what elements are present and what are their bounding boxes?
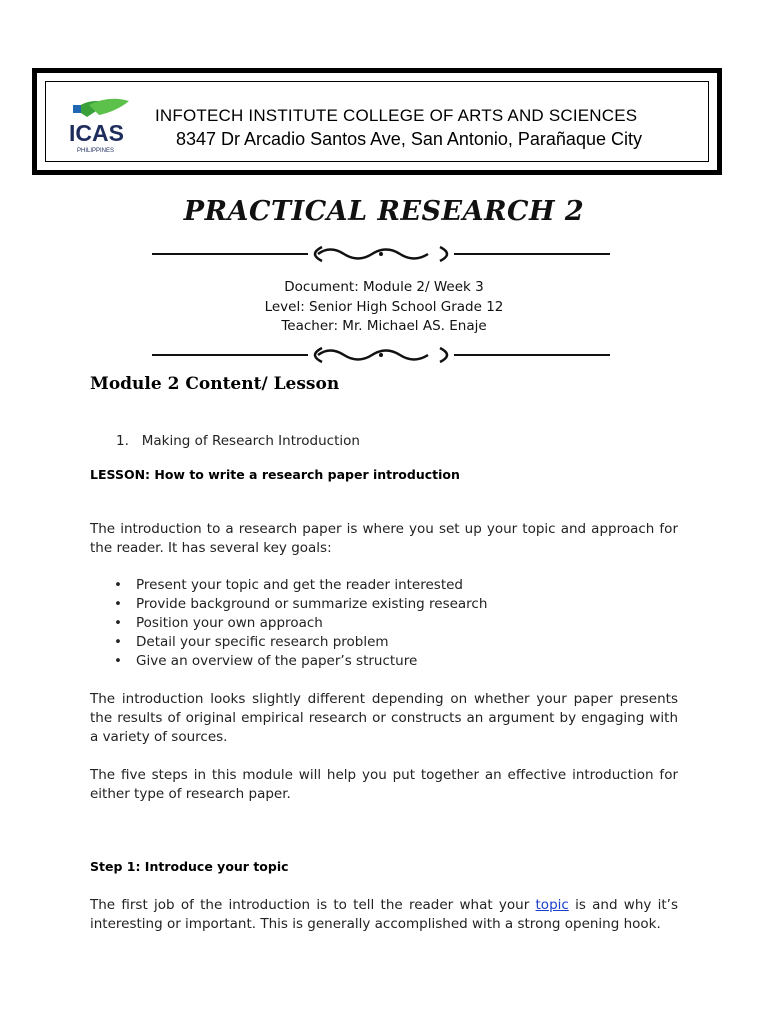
- step-1-text-after: is and why it’s interesting or important. This is generally accomplished with a strong opening hook.: [90, 897, 678, 932]
- step-1-text-before: The first job of the introduction is to tell the reader what your: [90, 897, 536, 913]
- document-info: [0, 278, 768, 337]
- school-name: INFOTECH INSTITUTE COLLEGE OF ARTS AND SCIENCES: [155, 106, 638, 125]
- list-item: • Position your own approach: [114, 614, 487, 633]
- page-title: PRACTICAL RESEARCH 2: [183, 196, 585, 227]
- document-line: Document: Module 2/ Week 3: [284, 279, 484, 295]
- list-item: • Provide background or summarize existing research: [114, 595, 487, 614]
- icas-logo: [69, 95, 133, 155]
- list-item: • Detail your specific research problem: [114, 633, 487, 652]
- teacher-line: Teacher: Mr. Michael AS. Enaje: [281, 318, 487, 334]
- outline-item: 1. Making of Research Introduction: [116, 433, 360, 449]
- goals-list: [114, 576, 487, 671]
- module-heading: Module 2 Content/ Lesson: [90, 374, 340, 394]
- intro-paragraph: The introduction to a research paper is where you set up your topic and approach for the reader. It has several key goals:: [90, 521, 678, 556]
- lesson-title: LESSON: How to write a research paper introduction: [90, 467, 460, 482]
- paragraph-two: The introduction looks slightly different depending on whether your paper presents the results of original empirical research or constructs an argument by engaging with a variety of sources.: [90, 691, 678, 745]
- list-item: • Give an overview of the paper’s structure: [114, 652, 487, 671]
- list-item: • Present your topic and get the reader interested: [114, 576, 487, 595]
- ornamental-divider-icon: [152, 243, 610, 265]
- school-address: 8347 Dr Arcadio Santos Ave, San Antonio, Parañaque City: [176, 129, 642, 149]
- step-1-heading: Step 1: Introduce your topic: [90, 859, 289, 874]
- step-1-paragraph: [90, 896, 678, 934]
- ornamental-divider-icon: [152, 344, 610, 366]
- level-line: Level: Senior High School Grade 12: [264, 298, 504, 315]
- header-box: [32, 68, 722, 175]
- topic-link[interactable]: topic: [535, 897, 569, 913]
- logo-text: ICAS: [69, 120, 124, 146]
- logo-square-icon: [73, 105, 81, 113]
- logo-subtext: PHILIPPINES: [77, 148, 115, 154]
- paragraph-three: The five steps in this module will help you put together an effective introduction for either type of research paper.: [90, 767, 678, 802]
